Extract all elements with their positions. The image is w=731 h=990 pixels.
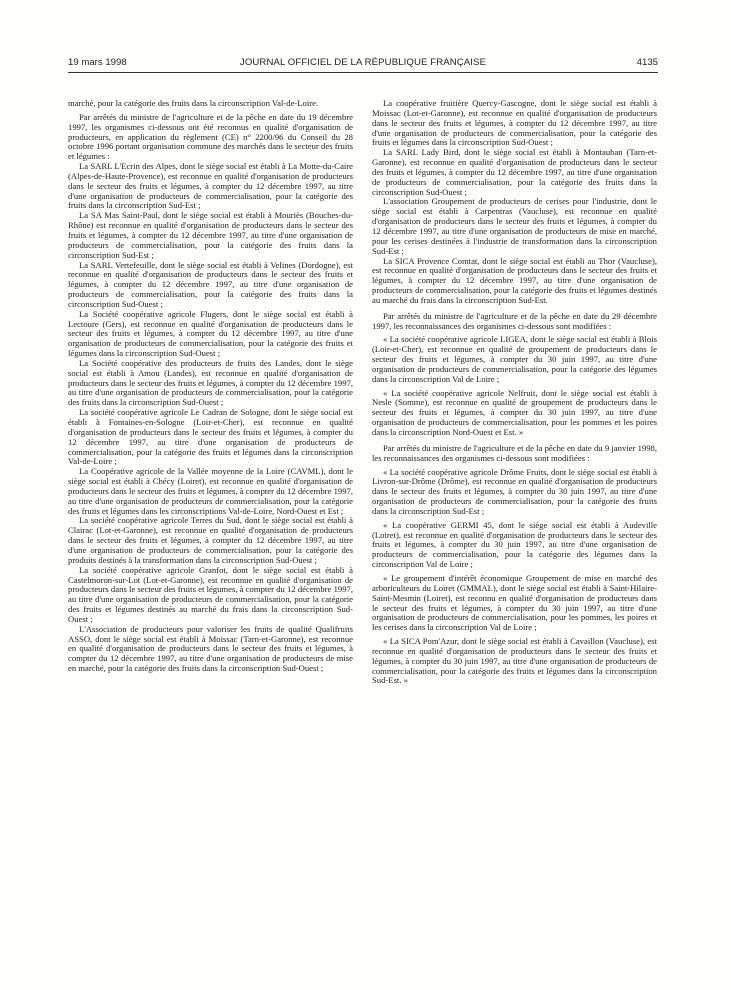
paragraph: Par arrêtés du ministre de l'agriculture et de la pêche en date du 29 décembre 1997, les reconnaissances des organismes ci-dessous sont modifiées : <box>372 310 657 331</box>
paragraph: « La société coopérative agricole LIGEA, dont le siège social est établi à Blois (Loir-et-Cher), est reconnue en qualité de groupement de producteurs dans le secteur des fruits et légumes, à compter du 30 juin 1997, au titre d'une organisation de producteurs de commercialisation, pour la catégorie des légumes dans la circonscription Val de Loire ; <box>372 334 657 384</box>
paragraph: marché, pour la catégorie des fruits dans la circonscription Val-de-Loire. <box>68 98 319 108</box>
paragraph: La SARL L'Ecrin des Alpes, dont le siège social est établi à La Motte-du-Caire (Alpes-de-Haute-Provence), est reconnue en qualité d'organisation de producteurs dans le secteur des fruits et légumes, à compter du 12 décembre 1997, au titre d'une organisation de producteurs de commercialisation, pour la catégorie des fruits dans la circonscription Sud-Est ; <box>68 161 353 211</box>
paragraph: La SICA Provence Comtat, dont le siège social est établi au Thor (Vaucluse), est reconnue en qualité d'organisation de producteurs dans le secteur des fruits et légumes, à compter du 12 décembre 1997, au titre d'une organisation de producteurs de commercialisation, pour la catégorie des fruits et légumes destinés au marché du frais dans la circonscription Sud-Est. <box>372 255 657 305</box>
paragraph: La Société coopérative agricole Flugers, dont le siège social est établi à Lectoure (Gers), est reconnue en qualité d'organisation de producteurs dans le secteur des fruits et légumes, à compter du 12 décembre 1997, au titre d'une organisation de producteurs de commercialisation, pour la catégorie des fruits et légumes dans la circonscription Sud-Ouest ; <box>68 308 353 359</box>
paragraph: « Le groupement d'intérêt économique Groupement de mise en marché des arboriculteurs du Loiret (GMMAL), dont le siège social est établi à Saint-Hilaire-Saint-Mesmin (Loiret), est reconnu en qualité d'organisation de producteurs dans le secteur des fruits et légumes, à compter du 30 juin 1997, au titre d'une organisation de producteurs de commercialisation, pour les pommes, les poires et les cerises dans la circonscription Val de Loire ; <box>372 572 657 633</box>
paragraph: La société coopérative agricole Granfot, dont le siège social est établi à Castelmoron-sur-Lot (Lot-et-Garonne), est reconnue en qualité d'organisation de producteurs dans le secteur des fruits et légumes, à compter du 12 décembre 1997, au titre d'une organisation de producteurs de commercialisation, pour la catégorie des fruits et légumes destinés au marché du frais dans la circonscription Sud-Ouest ; <box>68 564 353 624</box>
paragraph: La société coopérative agricole Terres du Sud, dont le siège social est établi à Clairac (Lot-et-Garonne), est reconnue en qualité d'organisation de producteurs dans le secteur des fruits et légumes, à compter du 12 décembre 1997, au titre d'une organisation de producteurs de commercialisation, pour la catégorie des produits destinés à la transformation dans la circonscription Sud-Ouest ; <box>68 515 353 565</box>
header-rule <box>68 72 658 73</box>
paragraph: La SARL Lady Bird, dont le siège social est établi à Montauban (Tarn-et-Garonne), est reconnue en qualité d'organisation de producteurs dans le secteur des fruits et légumes, à compter du 12 décembre 1997, au titre d'une organisation de producteurs de commercialisation, pour la catégorie des fruits dans la circonscription Sud-Ouest ; <box>372 147 657 197</box>
left-column <box>68 99 353 674</box>
issue-date: 19 mars 1998 <box>68 57 127 68</box>
paragraph: La Coopérative agricole de la Vallée moyenne de la Loire (CAVML), dont le siège social est établi à Chécy (Loiret), est reconnue en qualité d'organisation de producteurs dans le secteur des fruits et légumes, à compter du 12 décembre 1997, au titre d'une organisation de producteurs de commercialisation, pour la catégorie des fruits et légumes dans les circonscriptions Val-de-Loire, Nord-Ouest et Est ; <box>68 466 353 516</box>
paragraph: La SARL Vertefeuille, dont le siège social est établi à Velines (Dordogne), est reconnue en qualité d'organisation de producteurs dans le secteur des fruits et légumes, à compter du 12 décembre 1997, au titre d'une organisation de producteurs de commercialisation, pour la catégorie des fruits dans la circonscription Sud-Ouest ; <box>68 259 353 309</box>
paragraph: Par arrêtés du ministre de l'agriculture et de la pêche en date du 19 décembre 1997, les organismes ci-dessous ont été reconnus en qualité d'organisation de producteurs, en application du règlement (CE) n° 2200/96 du Conseil du 28 octobre 1996 portant organisation commune des marchés dans le secteur des fruits et légumes : <box>68 111 353 162</box>
paragraph: « La société coopérative agricole Drôme Fruits, dont le siège social est établi à Livron-sur-Drôme (Drôme), est reconnue en qualité d'organisation de producteurs dans le secteur des fruits et légumes, à compter du 30 juin 1997, au titre d'une organisation de producteurs de commercialisation, pour la catégorie des fruits dans la circonscription Sud-Est ; <box>372 466 657 516</box>
paragraph: « La coopérative GERMI 45, dont le siège social est établi à Audeville (Loiret), est reconnue en qualité d'organisation de producteurs dans le secteur des fruits et légumes, à compter du 30 juin 1997, au titre d'une organisation de producteurs de commercialisation, pour la catégorie des légumes dans la circonscription Val de Loire ; <box>372 519 657 570</box>
paragraph: La coopérative fruitière Quercy-Gascogne, dont le siège social est établi à Moissac (Lot-et-Garonne), est reconnue en qualité d'organisation de producteurs dans le secteur des fruits et légumes, à compter du 12 décembre 1997, au titre d'une organisation de producteurs de commercialisation, pour la catégorie des fruits et légumes dans la circonscription Sud-Ouest ; <box>372 98 657 148</box>
paragraph: « La SICA Pom'Azur, dont le siège social est établi à Cavaillon (Vaucluse), est reconnue en qualité d'organisation de producteurs dans le secteur des fruits et légumes, à compter du 30 juin 1997, au titre d'une organisation de producteurs de commercialisation, pour la catégorie des fruits et légumes dans la circonscription Sud-Est. » <box>372 636 657 686</box>
paragraph: L'Association de producteurs pour valoriser les fruits de qualité Qualifruits ASSO, dont le siège social est établi à Moissac (Tarn-et-Garonne), est reconnue en qualité d'organisation de producteurs dans le secteur des fruits et légumes, à compter du 12 décembre 1997, au titre d'une organisation de producteurs de mise en marché, pour la catégorie des fruits dans la circonscription Sud-Ouest ; <box>68 623 353 674</box>
paragraph: Par arrêtés du ministre de l'agriculture et de la pêche en date du 9 janvier 1998, les reconnaissances des organismes ci-dessous sont modifiées : <box>372 442 657 463</box>
paragraph: « La société coopérative agricole Nelfruit, dont le siège social est établi à Nesle (Somme), est reconnue en qualité de groupement de producteurs dans le secteur des fruits et légumes, à compter du 30 juin 1997, au titre d'une organisation de producteurs de commercialisation, pour les pommes et les poires dans la circonscription Nord-Ouest et Est. » <box>372 387 657 437</box>
right-column <box>372 99 657 686</box>
page-header <box>68 57 658 71</box>
paragraph: La société coopérative agricole Le Cadran de Sologne, dont le siège social est établi à Fontaines-en-Sologne (Loir-et-Cher), est reconnue en qualité d'organisation de producteurs dans le secteur des fruits et légumes, à compter du 12 décembre 1997, au titre d'une organisation de producteurs de commercialisation, pour la catégorie des fruits et légumes dans la circonscription Val-de-Loire ; <box>68 407 353 467</box>
journal-title: JOURNAL OFFICIEL DE LA RÉPUBLIQUE FRANÇAISE <box>239 57 487 68</box>
paragraph: La SA Mas Saint-Paul, dont le siège social est établi à Mouriès (Bouches-du-Rhône) est reconnue en qualité d'organisation de producteurs dans le secteur des fruits et légumes, à compter du 12 décembre 1997, au titre d'une organisation de producteurs de commercialisation, pour la catégorie des fruits dans la circonscription Sud-Est ; <box>68 210 353 260</box>
page-number: 4135 <box>636 57 658 68</box>
paragraph: La Société coopérative des producteurs de fruits des Landes, dont le siège social est établi à Amou (Landes), est reconnue en qualité d'organisation de producteurs dans le secteur des fruits et légumes, à compter du 12 décembre 1997, au titre d'une organisation de producteurs de commercialisation, pour la catégorie des fruits dans la circonscription Sud-Ouest ; <box>68 357 353 408</box>
paragraph: L'association Groupement de producteurs de cerises pour l'industrie, dont le siège social est établi à Carpentras (Vaucluse), est reconnue en qualité d'organisation de producteurs dans le secteur des fruits et légumes, à compter du 12 décembre 1997, au titre d'une organisation de producteurs de mise en marché, pour les cerises destinées à l'industrie de transformation dans la circonscription Sud-Est ; <box>372 196 657 256</box>
